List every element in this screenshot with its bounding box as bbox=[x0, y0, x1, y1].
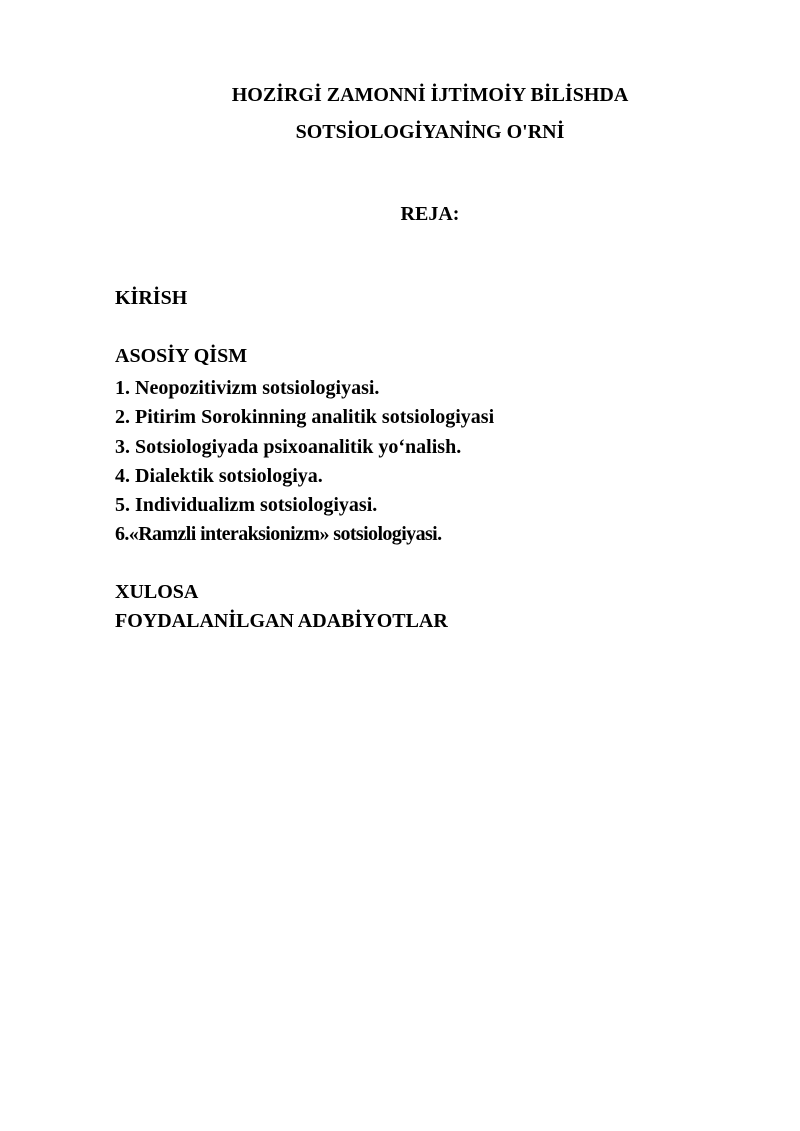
document-title-line-2: SOTSİOLOGİYANİNG O'RNİ bbox=[295, 121, 565, 143]
list-item: 3. Sotsiologiyada psixoanalitik yo‘nalish. bbox=[115, 435, 462, 458]
references-heading: FOYDALANİLGAN ADABİYOTLAR bbox=[115, 610, 448, 632]
list-item: 5. Individualizm sotsiologiyasi. bbox=[115, 494, 378, 517]
list-item: 6.«Ramzli interaksionizm» sotsiologiyasi. bbox=[115, 523, 442, 546]
list-item: 2. Pitirim Sorokinning analitik sotsiologiyasi bbox=[115, 406, 495, 429]
plan-heading: REJA: bbox=[400, 203, 460, 225]
main-part-list bbox=[115, 374, 494, 550]
list-item: 4. Dialektik sotsiologiya. bbox=[115, 464, 323, 487]
list-item: 1. Neopozitivizm sotsiologiyasi. bbox=[115, 377, 380, 399]
intro-heading: KİRİSH bbox=[115, 287, 188, 309]
main-part-heading: ASOSİY QİSM bbox=[115, 345, 248, 367]
document-title-line-1: HOZİRGİ ZAMONNİ İJTİMOİY BİLİSHDA bbox=[231, 84, 629, 106]
conclusion-heading: XULOSA bbox=[115, 581, 199, 603]
